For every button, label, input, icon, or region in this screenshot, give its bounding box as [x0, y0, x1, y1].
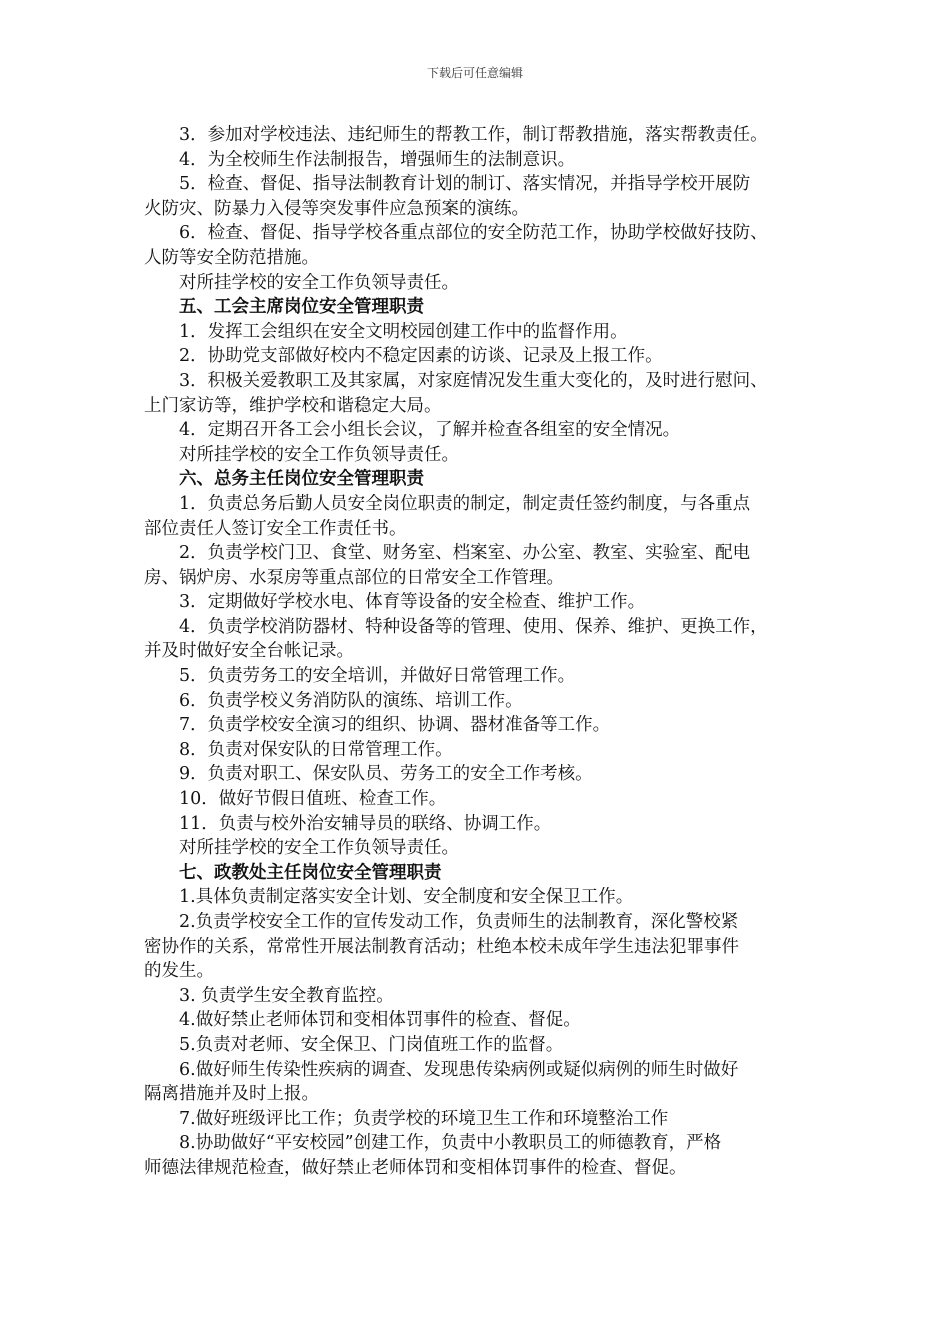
paragraph-line: 人防等安全防范措施。 [144, 247, 319, 268]
paragraph-line: 6．检查、督促、指导学校各重点部位的安全防范工作，协助学校做好技防、 [179, 223, 768, 244]
paragraph-line: 3．定期做好学校水电、体育等设备的安全检查、维护工作。 [179, 592, 646, 613]
paragraph-line: 并及时做好安全台帐记录。 [144, 641, 354, 662]
paragraph-line: 1．负责总务后勤人员安全岗位职责的制定，制定责任签约制度，与各重点 [179, 493, 751, 514]
paragraph-line: 6．负责学校义务消防队的演练、培训工作。 [179, 690, 523, 711]
document-body [144, 123, 814, 1181]
paragraph-line: 6.做好师生传染性疾病的调查、发现患传染病例或疑似病例的师生时做好 [179, 1059, 739, 1080]
page-header: 下载后可任意编辑 [426, 66, 523, 80]
paragraph-line: 1.具体负责制定落实安全计划、安全制度和安全保卫工作。 [179, 887, 634, 908]
paragraph-line: 对所挂学校的安全工作负领导责任。 [179, 444, 459, 465]
paragraph-line: 2．负责学校门卫、食堂、财务室、档案室、办公室、教室、实验室、配电 [179, 543, 751, 564]
paragraph-line: 1．发挥工会组织在安全文明校园创建工作中的监督作用。 [179, 321, 628, 342]
paragraph-line: 对所挂学校的安全工作负领导责任。 [179, 838, 459, 859]
paragraph-line: 4．定期召开各工会小组长会议，了解并检查各组室的安全情况。 [179, 420, 681, 441]
paragraph-line: 部位责任人签订安全工作责任书。 [144, 518, 407, 539]
paragraph-line: 密协作的关系，常常性开展法制教育活动；杜绝本校未成年学生违法犯罪事件 [144, 936, 739, 957]
paragraph-line: 上门家访等，维护学校和谐稳定大局。 [144, 395, 442, 416]
section-heading: 七、政教处主任岗位安全管理职责 [179, 862, 442, 883]
paragraph-line: 师德法律规范检查，做好禁止老师体罚和变相体罚事件的检查、督促。 [144, 1157, 687, 1178]
paragraph-line: 4．为全校师生作法制报告，增强师生的法制意识。 [179, 149, 576, 170]
paragraph-line: 房、锅炉房、水泵房等重点部位的日常安全工作管理。 [144, 567, 564, 588]
section-heading: 五、工会主席岗位安全管理职责 [179, 297, 424, 318]
paragraph-line: 8．负责对保安队的日常管理工作。 [179, 739, 453, 760]
paragraph-line: 2.负责学校安全工作的宣传发动工作，负责师生的法制教育，深化警校紧 [179, 912, 739, 932]
section-heading: 六、总务主任岗位安全管理职责 [179, 469, 424, 490]
paragraph-line: 7．负责学校安全演习的组织、协调、器材准备等工作。 [179, 715, 611, 736]
paragraph-line: 8.协助做好“平安校园”创建工作，负责中小教职员工的师德教育，严格 [179, 1133, 722, 1154]
paragraph-line: 3．参加对学校违法、违纪师生的帮教工作，制订帮教措施，落实帮教责任。 [179, 125, 768, 145]
paragraph-line: 4.做好禁止老师体罚和变相体罚事件的检查、督促。 [179, 1010, 581, 1031]
paragraph-line: 3．积极关爱教职工及其家属，对家庭情况发生重大变化的，及时进行慰问、 [179, 370, 768, 391]
paragraph-line: 隔离措施并及时上报。 [144, 1084, 319, 1105]
paragraph-line: 7.做好班级评比工作；负责学校的环境卫生工作和环境整治工作 [179, 1108, 669, 1129]
paragraph-line: 9．负责对职工、保安队员、劳务工的安全工作考核。 [179, 764, 593, 785]
paragraph-line: 5．检查、督促、指导法制教育计划的制订、落实情况，并指导学校开展防 [179, 174, 751, 195]
paragraph-line: 3. 负责学生安全教育监控。 [179, 985, 394, 1006]
paragraph-line: 2．协助党支部做好校内不稳定因素的访谈、记录及上报工作。 [179, 346, 663, 367]
paragraph-line: 对所挂学校的安全工作负领导责任。 [179, 272, 459, 293]
paragraph-line: 火防灾、防暴力入侵等突发事件应急预案的演练。 [144, 198, 529, 219]
paragraph-line: 11．负责与校外治安辅导员的联络、协调工作。 [179, 813, 552, 834]
paragraph-line: 5.负责对老师、安全保卫、门岗值班工作的监督。 [179, 1034, 564, 1055]
paragraph-line: 4．负责学校消防器材、特种设备等的管理、使用、保养、维护、更换工作， [179, 616, 768, 637]
paragraph-line: 的发生。 [144, 961, 214, 982]
paragraph-line: 5．负责劳务工的安全培训，并做好日常管理工作。 [179, 666, 576, 687]
paragraph-line: 10．做好节假日值班、检查工作。 [179, 789, 447, 810]
